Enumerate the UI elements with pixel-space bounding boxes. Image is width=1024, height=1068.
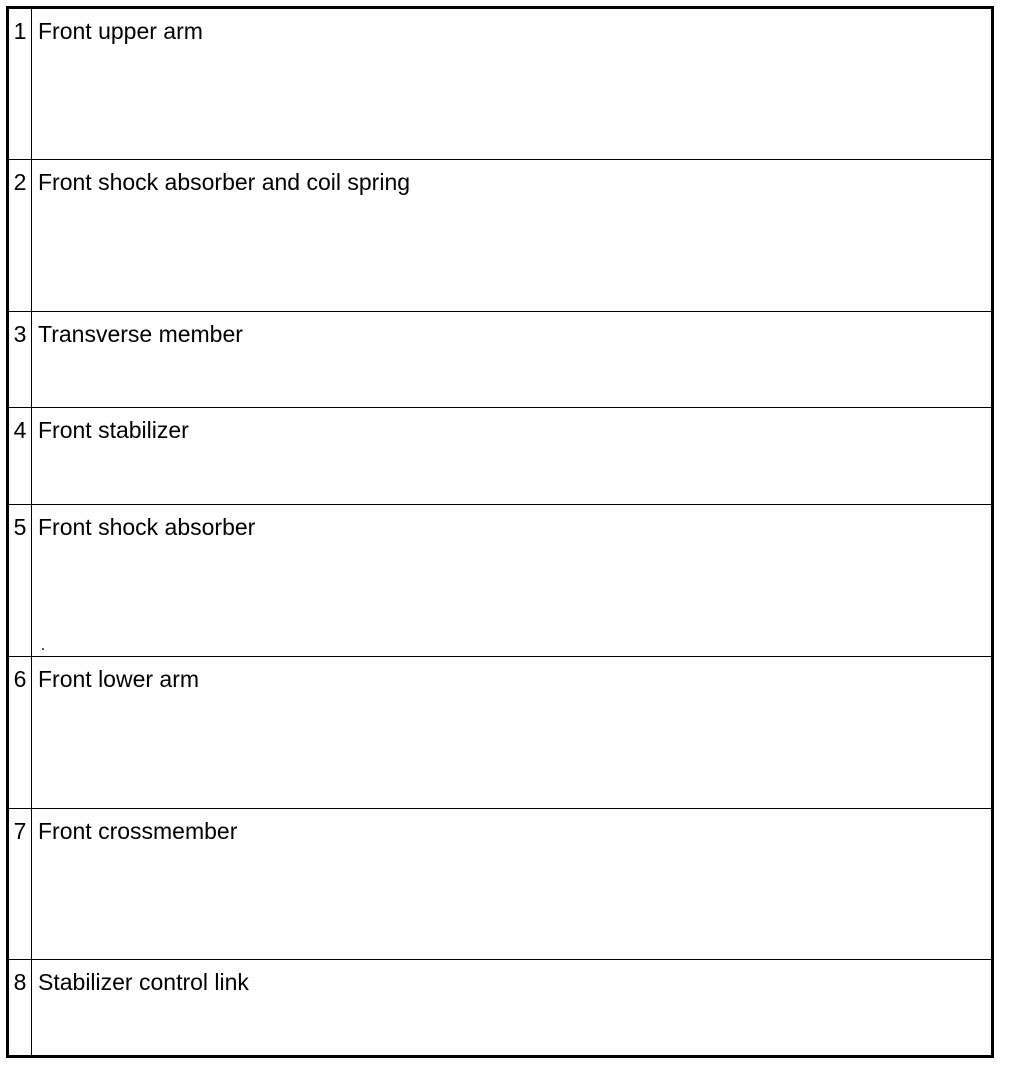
table-row — [8, 8, 993, 160]
stray-mark — [42, 648, 44, 650]
table-row — [8, 311, 993, 408]
item-number: 7 — [8, 808, 32, 960]
item-label: Stabilizer control link — [32, 960, 993, 1057]
item-number: 2 — [8, 159, 32, 311]
item-number: 6 — [8, 656, 32, 808]
item-label: Front crossmember — [32, 808, 993, 960]
item-number: 3 — [8, 311, 32, 408]
table-row — [8, 408, 993, 505]
item-label: Front lower arm — [32, 656, 993, 808]
item-number: 5 — [8, 504, 32, 656]
table-row — [8, 159, 993, 311]
table-row — [8, 960, 993, 1057]
item-label: Front stabilizer — [32, 408, 993, 505]
item-number: 1 — [8, 8, 32, 160]
item-label: Front shock absorber — [32, 504, 993, 656]
item-number: 8 — [8, 960, 32, 1057]
item-number: 4 — [8, 408, 32, 505]
item-label: Front upper arm — [32, 8, 993, 160]
table-row — [8, 504, 993, 656]
table-row — [8, 808, 993, 960]
table-row — [8, 656, 993, 808]
parts-legend-table — [6, 6, 994, 1058]
item-label: Front shock absorber and coil spring — [32, 159, 993, 311]
item-label: Transverse member — [32, 311, 993, 408]
